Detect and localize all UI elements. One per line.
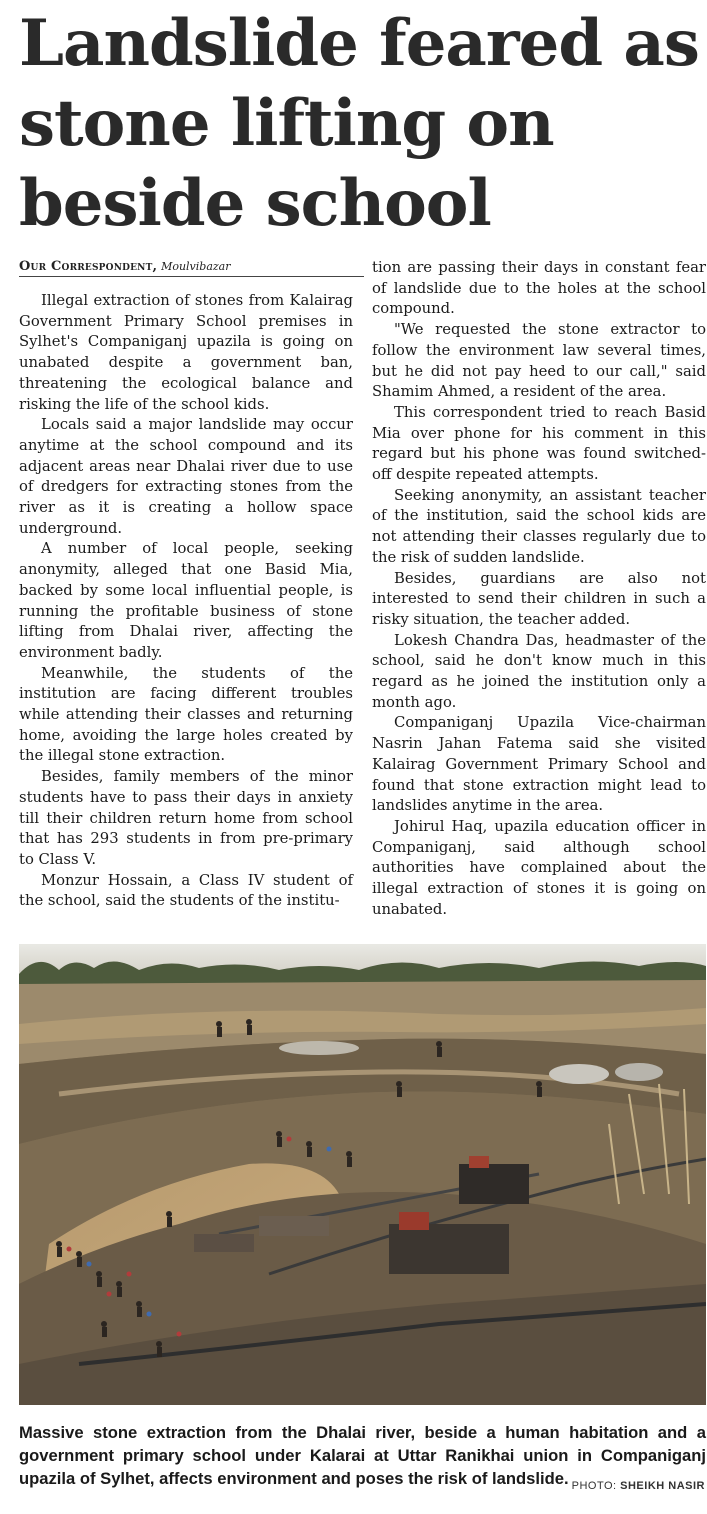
headline-line-3: beside school (19, 166, 491, 241)
paragraph: A number of local people, seeking anonymity, alleged that one Basid Mia, backed by some local influential people, is running the profitable business of stone lifting from Dhalai river, affecting the environment badly. (19, 540, 353, 661)
paragraph: Monzur Hossain, a Class IV student of the school, said the students of the institu- (19, 871, 353, 910)
paragraph: Lokesh Chandra Das, headmaster of the school, said he don't know much in this regard as he joined the institution only a month ago. (372, 631, 706, 711)
byline-location: Moulvibazar (161, 260, 231, 273)
paragraph: Companiganj Upazila Vice-chairman Nasrin Jahan Fatema said she visited Kalairag Government Primary School and found that stone extraction might lead to landslides anytime in the area. (372, 714, 706, 815)
photo-credit-name: SHEIKH NASIR (620, 1480, 705, 1492)
article-column-2 (372, 258, 706, 921)
paragraph: Besides, family members of the minor students have to pass their days in anxiety till their children return home from school that has 293 students in from pre-primary to Class V. (19, 768, 353, 868)
headline-line-1: Landslide feared as (19, 6, 699, 81)
paragraph: "We requested the stone extractor to follow the environment law several times, but he did not pay heed to our call," said Shamim Ahmed, a resident of the area. (372, 321, 706, 401)
paragraph-continued: tion are passing their days in constant fear of landslide due to the holes at the school compound. (372, 259, 706, 318)
paragraph: Locals said a major landslide may occur anytime at the school compound and its adjacent areas near Dhalai river due to use of dredgers for extracting stones from the river as it is creating a hollow space underground. (19, 416, 353, 537)
paragraph: Illegal extraction of stones from Kalairag Government Primary School premises in Sylhet's Companiganj upazila is going on unabated despite a government ban, threatening the ecological balance and risking the life of the school kids. (19, 292, 353, 413)
byline (19, 259, 364, 277)
paragraph: Meanwhile, the students of the institution are facing different troubles while attending their classes and returning home, avoiding the large holes created by the illegal stone extraction. (19, 664, 353, 765)
news-photo (19, 944, 706, 1405)
photo-credit-label: PHOTO: (571, 1480, 617, 1492)
photo-credit (572, 1480, 705, 1492)
headline-line-2: stone lifting on (19, 86, 554, 161)
paragraph: Seeking anonymity, an assistant teacher of the institution, said the school kids are not attending their classes regularly due to the risk of sudden landslide. (372, 486, 706, 566)
article-column-1 (19, 291, 353, 912)
paragraph: This correspondent tried to reach Basid Mia over phone for his comment in this regard but his phone was found switched-off despite repeated attempts. (372, 403, 706, 484)
photo-caption: Massive stone extraction from the Dhalai river, beside a human habitation and a government primary school under Kalarai at Uttar Ranikhai union in Companiganj upazila of Sylhet, affects environment and poses the risk of landslide. (19, 1423, 706, 1488)
headline (19, 4, 707, 244)
byline-author: Our Correspondent, (19, 259, 158, 274)
paragraph: Besides, guardians are also not interested to send their children in such a risky situation, the teacher added. (372, 569, 706, 628)
paragraph: Johirul Haq, upazila education officer in Companiganj, said although school authorities have complained about the illegal extraction of stones it is going on unabated. (372, 817, 706, 918)
